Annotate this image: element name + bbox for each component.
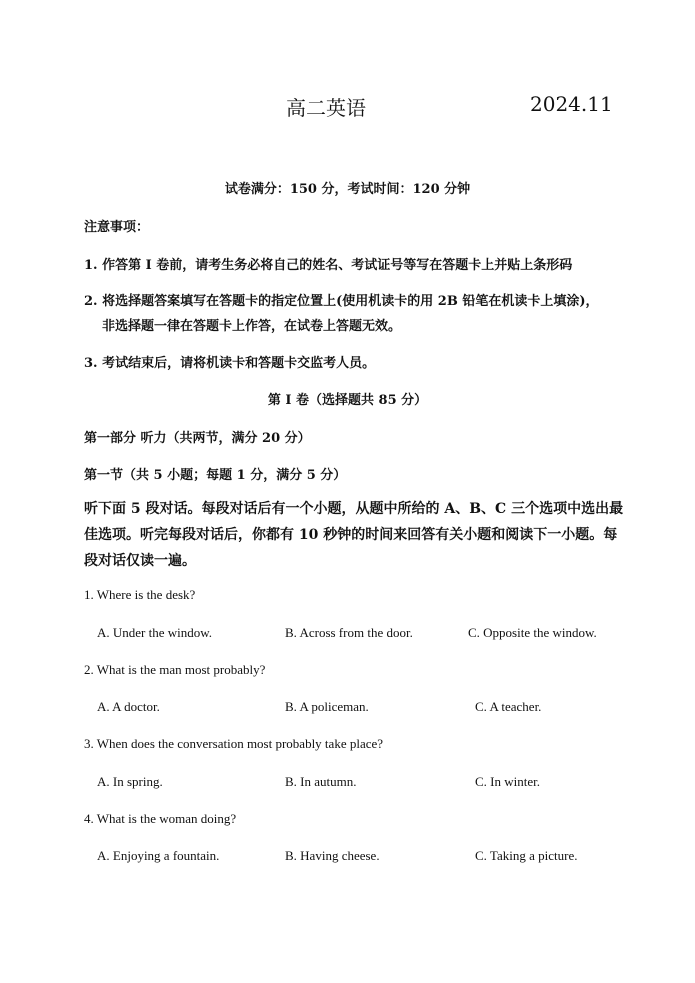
question-2-option-b: B. A policeman. — [285, 699, 369, 714]
volume-heading: 第 I 卷（选择题共 85 分） — [267, 393, 428, 408]
question-3-stem: 3. When does the conversation most probably take place? — [84, 736, 384, 751]
question-2-option-c: C. A teacher. — [475, 699, 542, 714]
subsection-heading: 第一节（共 5 小题；每题 1 分，满分 5 分） — [84, 468, 347, 483]
question-1-stem: 1. Where is the desk? — [84, 587, 196, 602]
exam-title: 高二英语 — [286, 96, 366, 120]
note-item-2-continued: 非选择题一律在答题卡上作答，在试卷上答题无效。 — [102, 319, 402, 334]
question-1-option-c: C. Opposite the window. — [468, 625, 597, 640]
exam-info: 试卷满分：150 分，考试时间：120 分钟 — [224, 182, 471, 197]
question-2-option-a: A. A doctor. — [97, 699, 160, 714]
exam-date: 2024.11 — [530, 92, 613, 116]
question-1-option-b: B. Across from the door. — [285, 625, 413, 640]
question-4-option-b: B. Having cheese. — [285, 848, 380, 863]
question-1-option-a: A. Under the window. — [97, 625, 213, 640]
instructions-line-1: 听下面 5 段对话。每段对话后有一个小题，从题中所给的 A、B、C 三个选项中选出最 — [84, 501, 624, 517]
question-3-option-c: C. In winter. — [475, 774, 540, 789]
question-2-stem: 2. What is the man most probably? — [84, 662, 266, 677]
instructions-line-3: 段对话仅读一遍。 — [84, 553, 196, 569]
note-item-3: 3. 考试结束后，请将机读卡和答题卡交监考人员。 — [84, 356, 376, 371]
question-3-option-b: B. In autumn. — [285, 774, 357, 789]
question-4-option-a: A. Enjoying a fountain. — [97, 848, 220, 863]
note-item-1: 1. 作答第 I 卷前，请考生务必将自己的姓名、考试证号等写在答题卡上并贴上条形码 — [84, 258, 573, 273]
question-3-option-a: A. In spring. — [97, 774, 163, 789]
notes-heading: 注意事项： — [84, 220, 150, 235]
part-heading: 第一部分 听力（共两节，满分 20 分） — [84, 431, 311, 446]
question-4-option-c: C. Taking a picture. — [475, 848, 578, 863]
note-item-2: 2. 将选择题答案填写在答题卡的指定位置上(使用机读卡的用 2B 铅笔在机读卡上填涂)， — [84, 294, 599, 309]
question-4-stem: 4. What is the woman doing? — [84, 811, 237, 826]
instructions-line-2: 佳选项。听完每段对话后，你都有 10 秒钟的时间来回答有关小题和阅读下一小题。每 — [84, 527, 618, 543]
